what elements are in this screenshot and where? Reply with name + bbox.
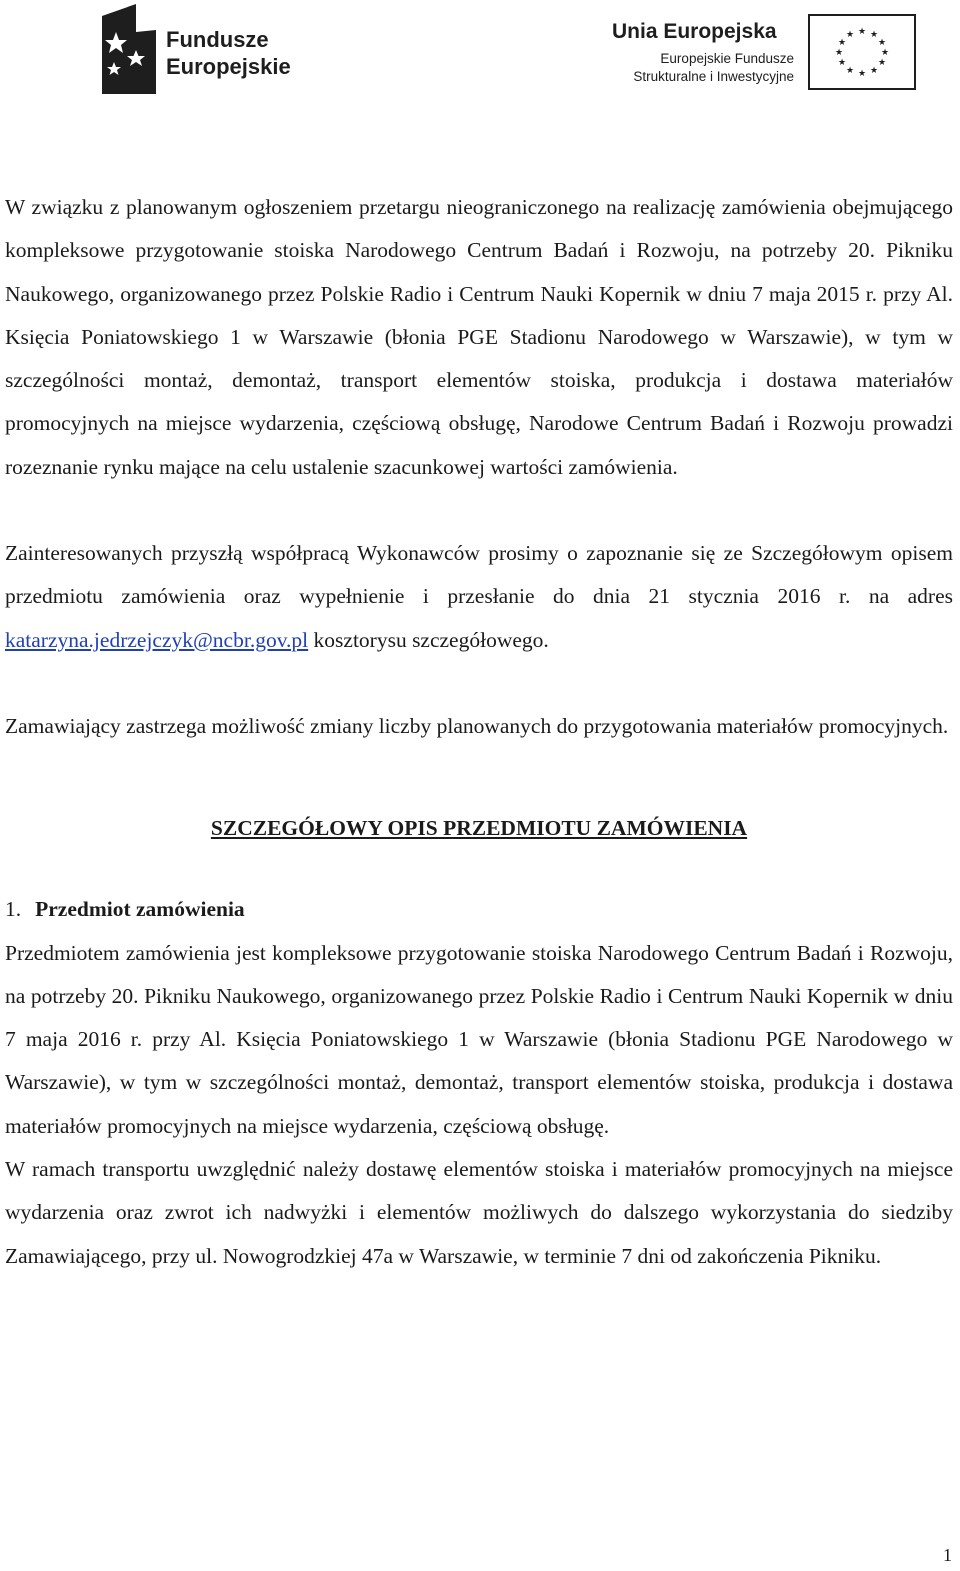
ue-logo-sub2: Strukturalne i Inwestycyjne [633,69,794,84]
email-link[interactable]: katarzyna.jedrzejczyk@ncbr.gov.pl [5,627,309,652]
fundusze-europejskie-text [166,26,291,80]
section-1-title-text: Przedmiot zamówienia [35,897,245,922]
fe-logo-line1: Fundusze [166,27,269,52]
intro-paragraph: W związku z planowanym ogłoszeniem przetargu nieograniczonego na realizację zamówienia obejmującego kompleksowe przygotowanie stoiska Narodowego Centrum Badań i Rozwoju, na potrzeby 20. Pikniku Naukowego, organizowanego przez Polskie Radio i Centrum Nauki Kopernik w dniu 7 maja 2015 r. przy Al. Księcia Poniatowskiego 1 w Warszawie (błonia PGE Stadionu Narodowego w Warszawie), w tym w szczególności montaż, demontaż, transport elementów stoiska, produkcja i dostawa materiałów promocyjnych na miejsce wydarzenia, częściową obsługę, Narodowe Centrum Badań i Rozwoju prowadzi rozeznanie rynku mające na celu ustalenie szacunkowej wartości zamówienia. [5,195,953,479]
section-1-paragraph-1: Przedmiotem zamówienia jest kompleksowe przygotowanie stoiska Narodowego Centrum Badań i Rozwoju, na potrzeby 20. Pikniku Naukowego, organizowanego przez Polskie Radio i Centrum Nauki Kopernik w dniu 7 maja 2016 r. przy Al. Księcia Poniatowskiego 1 w Warszawie (błonia Stadionu PGE Narodowego w Warszawie), w tym w szczególności montaż, demontaż, transport elementów stoiska, produkcja i dostawa materiałów promocyjnych na miejsce wydarzenia, częściową obsługę. [5,940,953,1138]
svg-text:★: ★ [880,48,890,58]
ue-logo-title: Unia Europejska [612,20,777,43]
fe-logo-line2: Europejskie [166,54,291,79]
page-number: 1 [943,1545,952,1565]
section-1-paragraph-2: W ramach transportu uwzględnić należy dostawę elementów stoiska i materiałów promocyjnych na miejsce wydarzenia oraz zwrot ich nadwyżki i elementów możliwych do dalszego wykorzystania do siedziby Zamawiającego, przy ul. Nowogrodzkiej 47a w Warszawie, w terminie 7 dni od zakończenia Pikniku. [5,1157,953,1268]
ue-logo-subtitle [598,50,794,86]
section-heading: SZCZEGÓŁOWY OPIS PRZEDMIOTU ZAMÓWIENIA [210,816,748,841]
ue-logo-sub1: Europejskie Fundusze [660,51,794,66]
svg-text:★: ★ [869,66,879,76]
svg-text:★: ★ [834,48,844,58]
svg-text:★: ★ [877,58,887,68]
svg-text:★: ★ [845,30,855,40]
document-body [5,186,953,1278]
reservation-paragraph: Zamawiający zastrzega możliwość zmiany liczby planowanych do przygotowania materiałów promocyjnych. [5,713,949,738]
svg-text:★: ★ [857,69,867,79]
unia-europejska-logo [594,12,924,102]
svg-text:★: ★ [845,66,855,76]
invitation-text-before: Zainteresowanych przyszłą współpracą Wykonawców prosimy o zapoznanie się ze Szczegółowym opisem przedmiotu zamówienia oraz wypełnienie i przesłanie do dnia 21 stycznia 2016 r. na adres [5,541,953,609]
invitation-text-after: kosztorysu szczegółowego. [308,627,549,652]
section-1-title [5,888,953,931]
svg-text:★: ★ [837,38,847,48]
fundusze-europejskie-logo [96,2,326,98]
svg-text:★: ★ [869,30,879,40]
invitation-paragraph [5,532,953,662]
svg-text:★: ★ [837,58,847,68]
section-1-number: 1. [5,897,22,922]
svg-text:★: ★ [857,27,867,37]
header [0,0,960,110]
eu-flag-icon [808,14,916,90]
fundusze-europejskie-logo-icon [96,2,166,98]
svg-text:★: ★ [877,38,887,48]
